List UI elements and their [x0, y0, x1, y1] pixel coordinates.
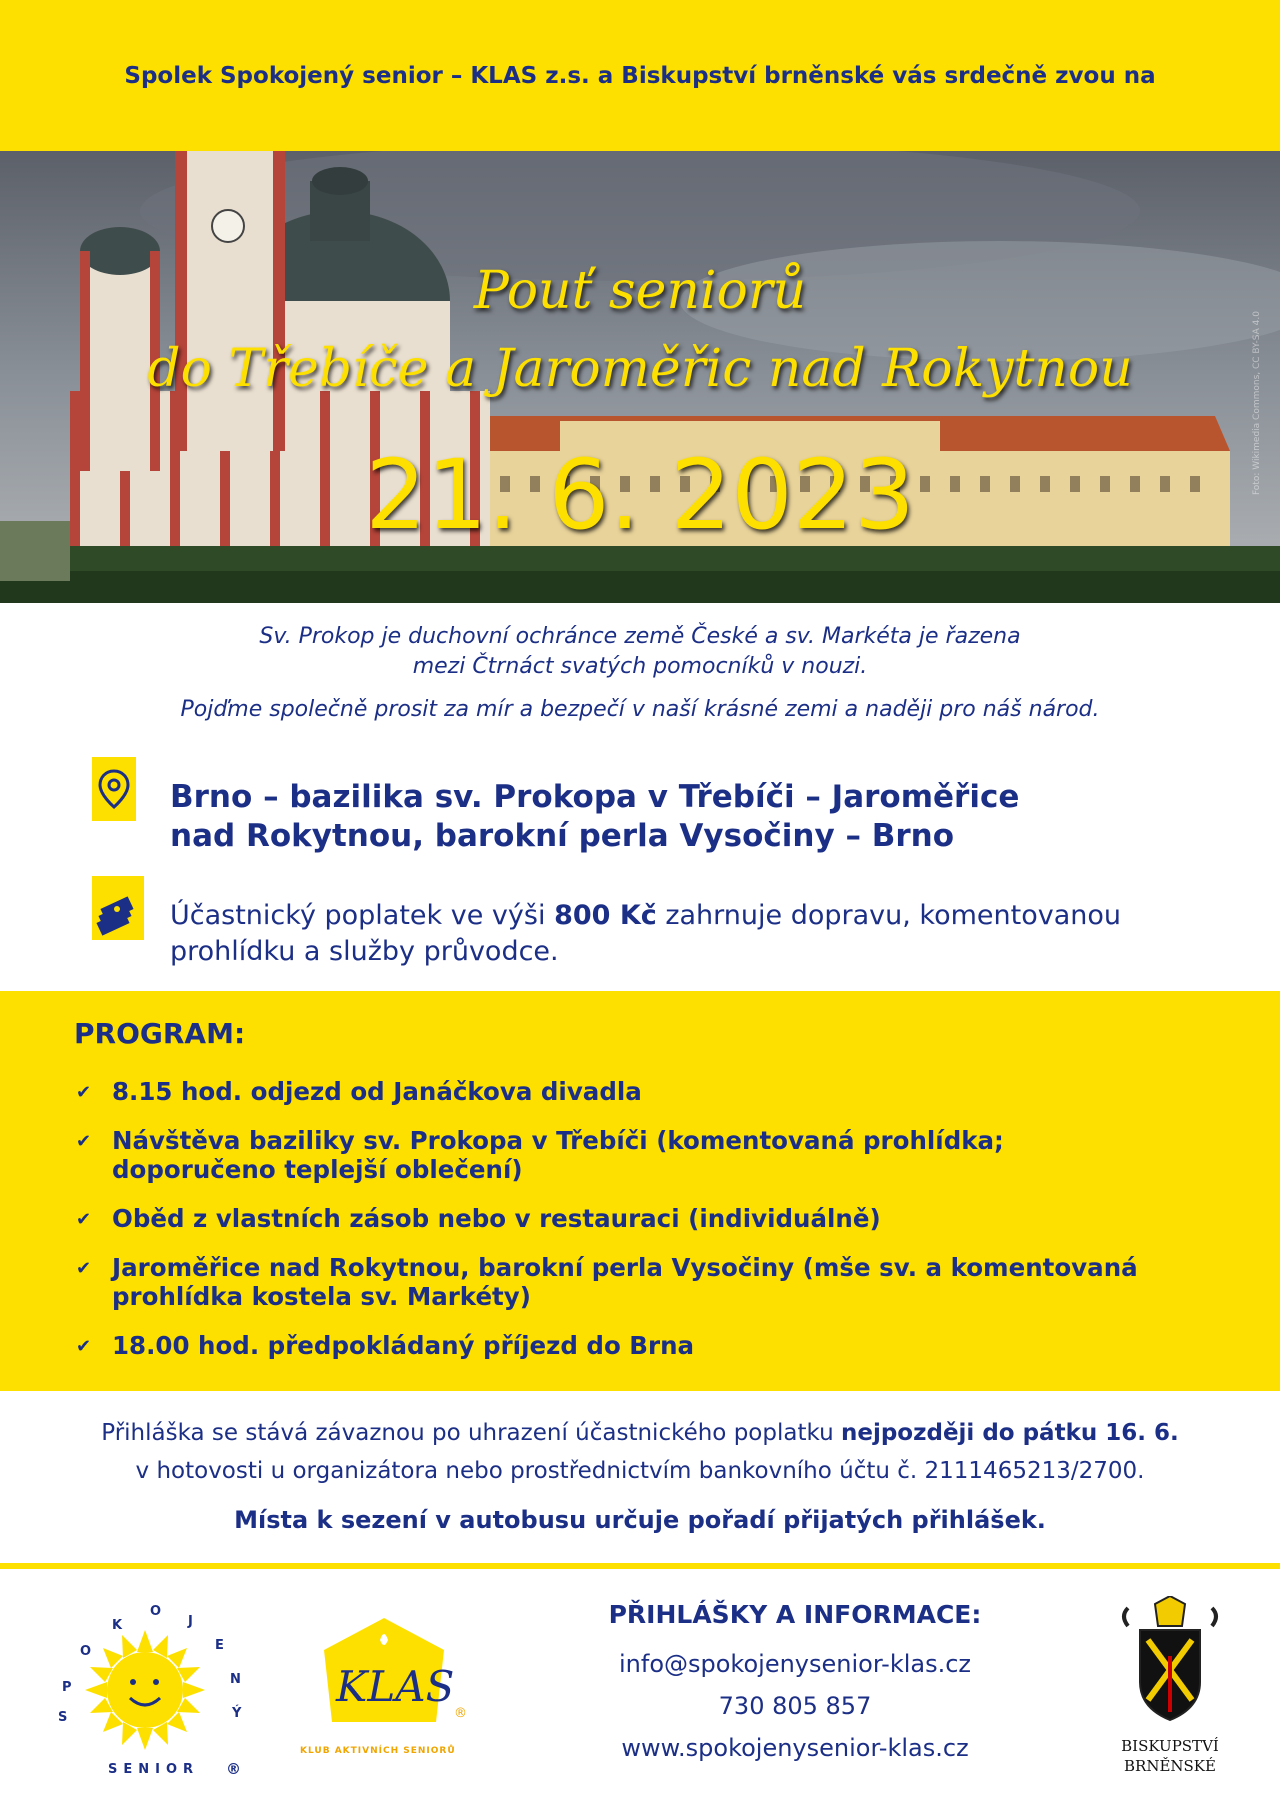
- fee-line2: prohlídku a služby průvodce.: [170, 936, 559, 967]
- check-icon: ✔: [76, 1131, 92, 1152]
- divider: [0, 1563, 1280, 1569]
- program-item: ✔ 8.15 hod. odjezd od Janáčkova divadla: [76, 1077, 642, 1106]
- fee-prefix: Účastnický poplatek ve výši: [170, 900, 546, 931]
- program-list: [74, 1077, 1224, 1360]
- seats-note: Místa k sezení v autobusu určuje pořadí přijatých přihlášek.: [234, 1506, 1046, 1534]
- program-section: [0, 991, 1280, 1391]
- fee-amount: 800 Kč: [554, 900, 657, 931]
- intro-line3: Pojďme společně prosit za mír a bezpečí v naší krásné zemi a naději pro náš národ.: [180, 697, 1100, 722]
- biskupstvi-coat-of-arms: [1110, 1596, 1230, 1726]
- fee-suffix: zahrnuje dopravu, komentovanou: [665, 900, 1122, 931]
- contact-phone[interactable]: 730 805 857: [718, 1692, 872, 1720]
- klas-subtitle: KLUB AKTIVNÍCH SENIORŮ: [300, 1746, 456, 1756]
- check-icon: ✔: [76, 1209, 92, 1230]
- intro-line2: mezi Čtrnáct svatých pomocníků v nouzi.: [412, 654, 868, 679]
- program-item: ✔ Oběd z vlastních zásob nebo v restauraci (individuálně): [76, 1204, 881, 1233]
- invite-text: Spolek Spokojený senior – KLAS z.s. a Biskupství brněnské vás srdečně zvou na: [124, 62, 1156, 89]
- registration-line1: Přihláška se stává závaznou po uhrazení účastnického poplatku nejpozději do pátku 16. 6.: [101, 1420, 1179, 1446]
- program-item: ✔ 18.00 hod. předpokládaný příjezd do Brna: [76, 1331, 695, 1360]
- fee-description: [170, 898, 1150, 970]
- registered-mark: ®: [454, 1706, 467, 1721]
- route-description: [170, 778, 1150, 856]
- program-item: ✔ Jaroměřice nad Rokytnou, barokní perla Vysočiny (mše sv. a komentovaná prohlídka kostela sv. Markéty): [76, 1253, 1138, 1311]
- spokojeny-senior-logo: S P O K O J E N Ý SENIOR ®: [58, 1604, 243, 1778]
- klas-logo: [300, 1610, 480, 1770]
- registration-line2: v hotovosti u organizátora nebo prostřednictvím bankovního účtu č. 2111465213/2700.: [135, 1458, 1145, 1484]
- contact-title: PŘIHLÁŠKY A INFORMACE:: [608, 1600, 982, 1629]
- event-title-line2: do Třebíče a Jaroměřic nad Rokytnou: [147, 339, 1133, 399]
- check-icon: ✔: [76, 1082, 92, 1103]
- klas-text: KLAS: [336, 1662, 455, 1711]
- intro-line1: Sv. Prokop je duchovní ochránce země České a sv. Markéta je řazena: [259, 624, 1021, 649]
- header-band: [0, 0, 1280, 151]
- location-pin-icon: [92, 757, 136, 821]
- event-date: 21. 6. 2023: [365, 439, 915, 551]
- check-icon: ✔: [76, 1336, 92, 1357]
- program-title: PROGRAM:: [74, 1017, 246, 1050]
- event-title-line1: Pouť seniorů: [473, 261, 807, 321]
- biskupstvi-text-line2: BRNĚNSKÉ: [1124, 1757, 1216, 1775]
- route-line1: Brno – bazilika sv. Prokopa v Třebíči – Jaroměřice: [170, 779, 1020, 815]
- contact-web[interactable]: www.spokojenysenior-klas.cz: [621, 1734, 969, 1762]
- hero-photo: [0, 151, 1280, 603]
- route-line2: nad Rokytnou, barokní perla Vysočiny – Brno: [170, 818, 955, 854]
- photo-credit: Foto: Wikimedia Commons, CC BY-SA 4.0: [1252, 311, 1262, 496]
- money-icon: [92, 876, 144, 940]
- contact-email[interactable]: info@spokojenysenior-klas.cz: [618, 1650, 972, 1678]
- biskupstvi-text-line1: BISKUPSTVÍ: [1121, 1737, 1219, 1755]
- program-item: ✔ Návštěva baziliky sv. Prokopa v Třebíči (komentovaná prohlídka; doporučeno teplejší oblečení): [76, 1126, 1004, 1184]
- check-icon: ✔: [76, 1258, 92, 1279]
